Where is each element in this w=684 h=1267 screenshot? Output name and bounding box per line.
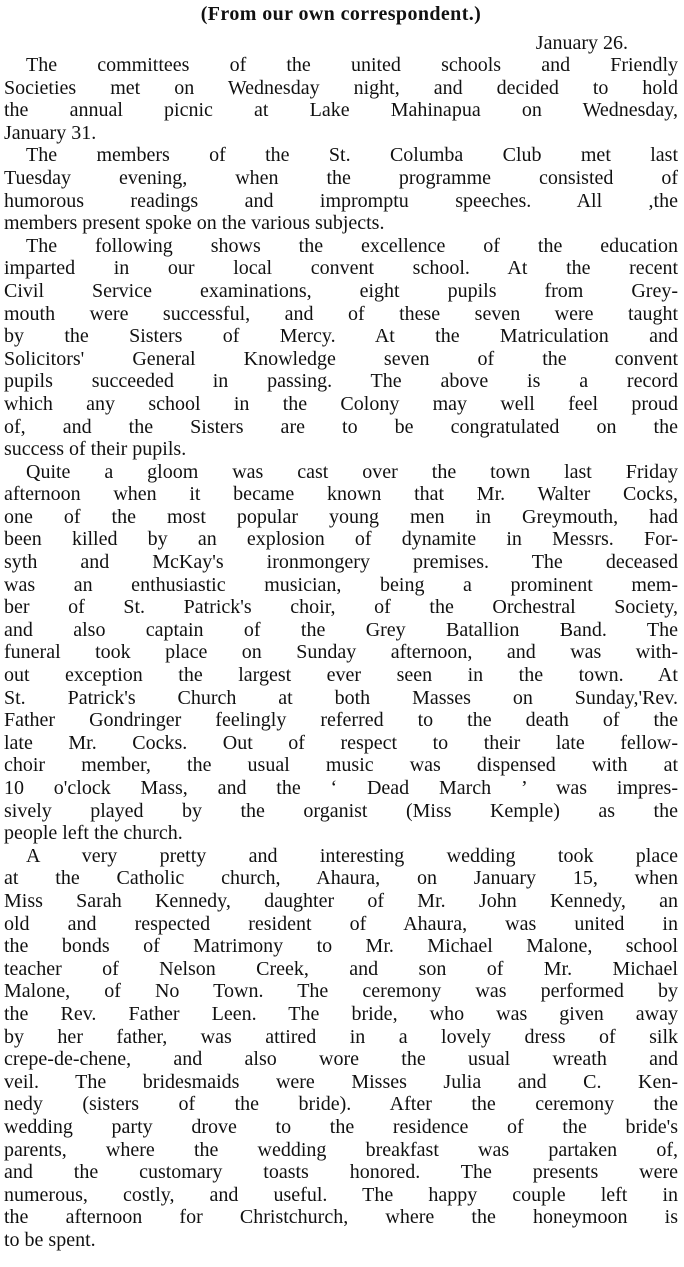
paragraph-line: at the Catholic church, Ahaura, on January 15, when — [4, 867, 678, 890]
paragraph-line: crepe-de-chene, and also wore the usual wreath and — [4, 1048, 678, 1071]
paragraph-line: ber of St. Patrick's choir, of the Orchestral Society, — [4, 596, 678, 619]
paragraph-line: numerous, costly, and useful. The happy couple left in — [4, 1183, 678, 1206]
paragraph-line: Malone, of No Town. The ceremony was performed by — [4, 980, 678, 1003]
paragraph-line: one of the most popular young men in Greymouth, had — [4, 505, 678, 528]
paragraph-line: Societies met on Wednesday night, and decided to hold — [4, 76, 678, 99]
paragraph-line: success of their pupils. — [4, 438, 187, 461]
paragraph-line: which any school in the Colony may well feel proud — [4, 392, 678, 415]
paragraph-line: syth and McKay's ironmongery premises. The deceased — [4, 551, 678, 574]
paragraph-line: January 31. — [4, 121, 97, 144]
article-heading: (From our own correspondent.) — [200, 3, 482, 25]
article-paragraph — [4, 54, 678, 144]
paragraph-line: Civil Service examinations, eight pupils from Grey- — [4, 279, 678, 302]
news-column — [4, 0, 678, 1251]
paragraph-line: Tuesday evening, when the programme consisted of — [4, 166, 678, 189]
article-paragraph — [4, 144, 678, 234]
paragraph-line: late Mr. Cocks. Out of respect to their late fellow- — [4, 731, 678, 754]
paragraph-line: been killed by an explosion of dynamite in Messrs. For- — [4, 528, 678, 551]
paragraph-line: the bonds of Matrimony to Mr. Michael Malone, school — [4, 935, 678, 958]
paragraph-line: parents, where the wedding breakfast was partaken of, — [4, 1138, 678, 1161]
paragraph-line: pupils succeeded in passing. The above is a record — [4, 370, 678, 393]
paragraph-line: nedy (sisters of the bride). After the ceremony the — [4, 1093, 678, 1116]
paragraph-line: by her father, was attired in a lovely dress of silk — [4, 1025, 678, 1048]
paragraph-line: the afternoon for Christchurch, where the honeymoon is — [4, 1206, 678, 1229]
article-paragraph — [4, 845, 678, 1252]
article-paragraph — [4, 461, 678, 845]
paragraph-line: The members of the St. Columba Club met last — [26, 144, 678, 167]
paragraph-line: out exception the largest ever seen in the town. At — [4, 664, 678, 687]
paragraph-line: imparted in our local convent school. At the recent — [4, 257, 678, 280]
paragraph-line: wedding party drove to the residence of the bride's — [4, 1115, 678, 1138]
paragraph-line: veil. The bridesmaids were Misses Julia and C. Ken- — [4, 1070, 678, 1093]
paragraph-line: 10 o'clock Mass, and the ‘ Dead March ’ was impres- — [4, 777, 678, 799]
paragraph-line: The committees of the united schools and Friendly — [26, 54, 678, 76]
paragraph-line: the annual picnic at Lake Mahinapua on Wednesday, — [4, 99, 678, 122]
paragraph-line: Quite a gloom was cast over the town last Friday — [26, 460, 678, 483]
paragraph-line: Miss Sarah Kennedy, daughter of Mr. John Kennedy, an — [4, 889, 678, 912]
paragraph-line: Solicitors' General Knowledge seven of the convent — [4, 347, 678, 370]
paragraph-line: to be spent. — [4, 1228, 96, 1251]
paragraph-line: old and respected resident of Ahaura, was united in — [4, 912, 678, 935]
paragraph-line: A very pretty and interesting wedding took place — [26, 844, 678, 867]
paragraph-line: was an enthusiastic musician, being a prominent mem- — [4, 573, 678, 596]
paragraph-line: of, and the Sisters are to be congratulated on the — [4, 415, 678, 438]
paragraph-line: people left the church. — [4, 822, 183, 845]
paragraph-line: choir member, the usual music was dispensed with at — [4, 754, 678, 777]
paragraph-line: St. Patrick's Church at both Masses on Sunday,'Rev. — [4, 686, 678, 709]
article-body — [4, 54, 678, 1251]
paragraph-line: teacher of Nelson Creek, and son of Mr. Michael — [4, 957, 678, 980]
article-dateline: January 26. — [535, 32, 628, 54]
paragraph-line: and also captain of the Grey Batallion Band. The — [4, 618, 678, 641]
paragraph-line: afternoon when it became known that Mr. Walter Cocks, — [4, 483, 678, 506]
paragraph-line: Father Gondringer feelingly referred to the death of the — [4, 709, 678, 732]
paragraph-line: sively played by the organist (Miss Kemple) as the — [4, 799, 678, 822]
paragraph-line: members present spoke on the various subjects. — [4, 212, 385, 235]
paragraph-line: and the customary toasts honored. The presents were — [4, 1161, 678, 1184]
paragraph-line: the Rev. Father Leen. The bride, who was given away — [4, 1002, 678, 1025]
article-paragraph — [4, 235, 678, 461]
paragraph-line: The following shows the excellence of the education — [26, 234, 678, 257]
paragraph-line: funeral took place on Sunday afternoon, and was with- — [4, 641, 678, 664]
paragraph-line: humorous readings and impromptu speeches. All ,the — [4, 189, 678, 212]
paragraph-line: by the Sisters of Mercy. At the Matriculation and — [4, 325, 678, 348]
paragraph-line: mouth were successful, and of these seven were taught — [4, 302, 678, 325]
